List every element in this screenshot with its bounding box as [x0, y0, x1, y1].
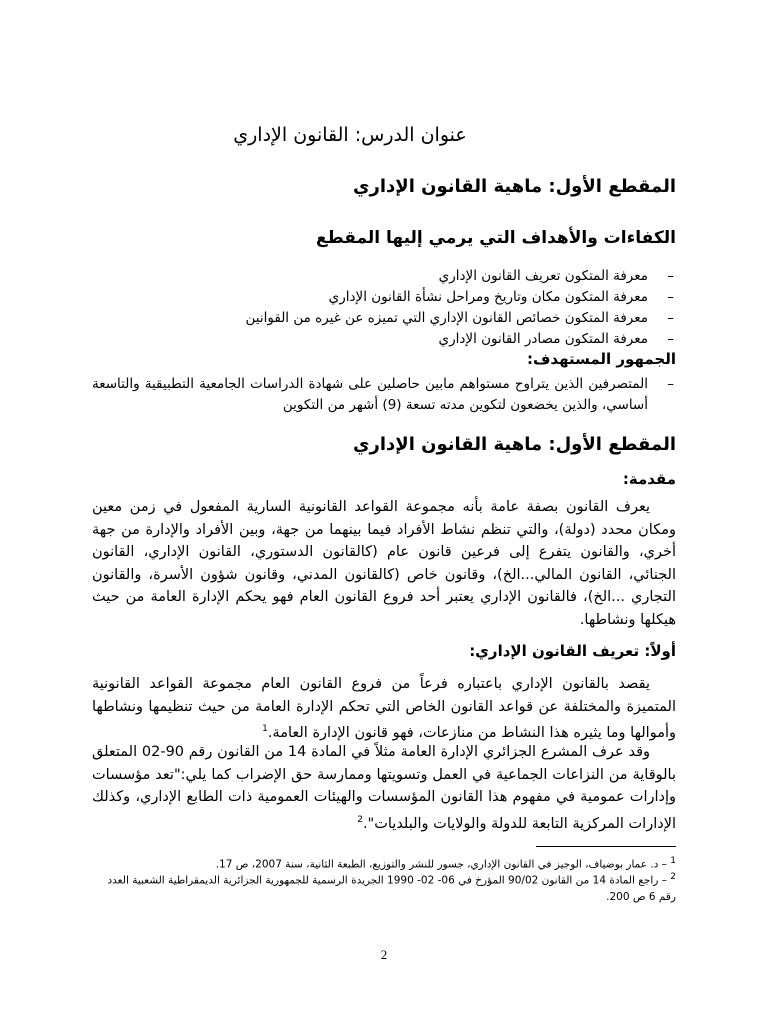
footnote-ref-1[interactable]: 1 — [262, 724, 268, 734]
footnote-2 — [92, 869, 676, 905]
page-number: 2 — [380, 947, 388, 962]
audience-list — [92, 374, 676, 416]
goal-item: – معرفة المتكون مصادر القانون الإداري — [92, 329, 676, 350]
footnote-divider — [536, 846, 676, 847]
goal-item: – معرفة المتكون تعريف القانون الإداري — [92, 266, 676, 287]
definition-paragraph-2 — [92, 741, 676, 835]
goal-item: – معرفة المتكون خصائص القانون الإداري التي تميزه عن غيره من القوانين — [92, 308, 676, 329]
audience-item: – المتصرفين الذين يتراوح مستواهم مابين حاصلين على شهادة الدراسات الجامعية التطبيقية والتاسعة أساسي، والذين يخضعون لتكوين مدته تسعة (9) أشهر من التكوين — [92, 374, 676, 416]
section-heading-repeat: المقطع الأول: ماهية القانون الإداري — [353, 434, 676, 455]
footnote-number: 2 — [670, 872, 676, 882]
footnote-number: 1 — [670, 856, 676, 866]
intro-paragraph: يعرف القانون بصفة عامة بأنه مجموعة القواعد القانونية السارية المفعول في زمن معين ومكان محدد (دولة)، والتي تنظم نشاط الأفراد فيما بينهما من جهة، وبين الأفراد والإدارة من جهة أخري، والقانون يتفرع إلى فرعين قانون عام (كالقانون الدستوري، القانون الإداري، القانون الجنائي، القانون المالي...الخ)، وقانون خاص (كالقانون المدني، وقانون شؤون الأسرة، والقانون التجاري ...الخ)، فالقانون الإداري يعتبر أحد فروع القانون العام فهو يحكم الإدارة العامة من حيث هيكلها ونشاطها. — [92, 499, 676, 628]
definition-paragraph-1 — [92, 673, 676, 744]
goals-heading: الكفاءات والأهداف التي يرمي إليها المقطع — [316, 228, 676, 248]
goal-item: – معرفة المتكون مكان وتاريخ ومراحل نشأة القانون الإداري — [92, 287, 676, 308]
lesson-title: عنوان الدرس: القانون الإداري — [233, 124, 467, 146]
footnote-ref-2[interactable]: 2 — [357, 814, 363, 825]
definition-heading: أولاً: تعريف القانون الإداري: — [469, 642, 676, 660]
definition-text-1: يقصد بالقانون الإداري باعتباره فرعاً من فروع القانون العام مجموعة القواعد القانونية المتميزة والمختلفة عن قواعد القانون الخاص التي تحكم الإدارة العامة من حيث تنظيمها ونشاطها وأموالها وما يثيره هذا النشاط من منازعات، فهو قانون الإدارة العامة. — [92, 676, 676, 741]
section-heading: المقطع الأول: ماهية القانون الإداري — [353, 176, 676, 197]
footnote-text: – راجع المادة 14 من القانون 90/02 المؤرخ في 06- 02- 1990 الجريدة الرسمية للجمهورية الجزائرية الديمقراطية الشعبية العدد رقم 6 ص 200. — [107, 874, 676, 903]
definition-text-2: وقد عرف المشرع الجزائري الإدارة العامة مثلاً في المادة 14 من القانون رقم 90-02 المتعلق بالوقاية من النزاعات الجماعية في العمل وتسويتها وممارسة حق الإضراب كما يلي:"تعد مؤسسات وإدارات عمومية في مفهوم هذا القانون المؤسسات والهيئات العمومية ذات الطابع الإداري، وكذلك الإدارات المركزية التابعة للدولة والولايات والبلديات". — [92, 744, 676, 832]
audience-heading: الجمهور المستهدف: — [526, 350, 676, 368]
intro-heading: مقدمة: — [622, 470, 676, 488]
footnote-text: – د. عمار بوضياف، الوجيز في القانون الإداري، جسور للنشر والتوزيع، الطبعة الثانية، سنة 2007، ص 17. — [215, 858, 667, 871]
goals-list — [92, 266, 676, 350]
